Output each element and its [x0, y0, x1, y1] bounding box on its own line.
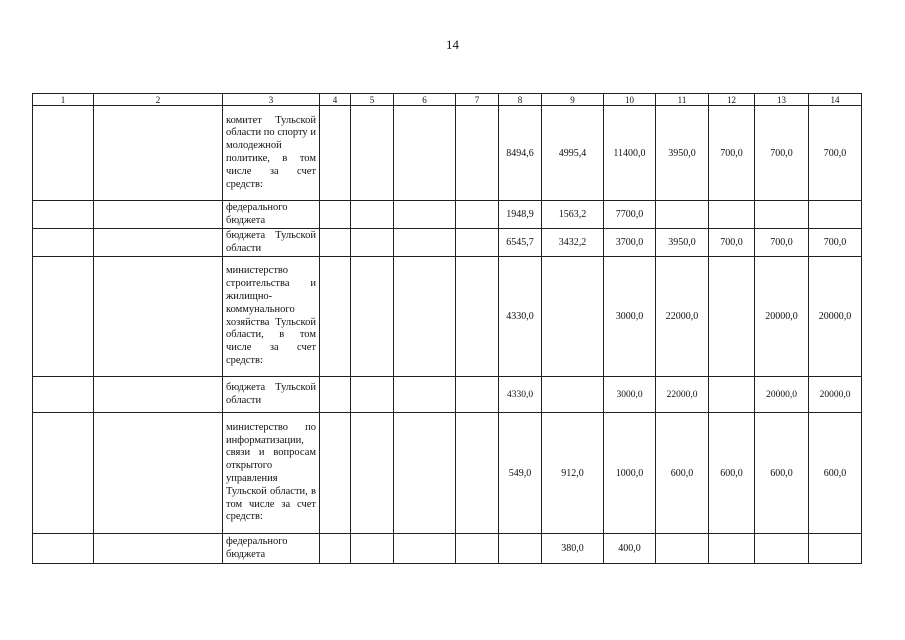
column-header: 14: [809, 94, 862, 106]
column-header: 5: [351, 94, 394, 106]
value-cell: [709, 201, 755, 229]
column-header: 13: [755, 94, 809, 106]
cell-col5: [351, 534, 394, 564]
value-cell: [542, 377, 604, 413]
cell-col5: [351, 201, 394, 229]
cell-col5: [351, 229, 394, 257]
value-cell: [755, 534, 809, 564]
table-row: [33, 257, 862, 377]
value-cell: [656, 201, 709, 229]
table-row: [33, 106, 862, 201]
cell-col6: [394, 413, 456, 534]
value-cell: 4995,4: [542, 106, 604, 201]
cell-col7: [456, 534, 499, 564]
row-name: федерального бюджета: [223, 534, 320, 564]
value-cell: [809, 534, 862, 564]
value-cell: 3000,0: [604, 257, 656, 377]
value-cell: [656, 534, 709, 564]
column-header: 12: [709, 94, 755, 106]
value-cell: [709, 534, 755, 564]
value-cell: 912,0: [542, 413, 604, 534]
column-header: 10: [604, 94, 656, 106]
value-cell: [709, 377, 755, 413]
value-cell: 22000,0: [656, 377, 709, 413]
cell-col4: [320, 106, 351, 201]
cell-col4: [320, 413, 351, 534]
budget-table: [32, 93, 862, 564]
value-cell: 700,0: [809, 229, 862, 257]
value-cell: [499, 534, 542, 564]
value-cell: [709, 257, 755, 377]
value-cell: 3700,0: [604, 229, 656, 257]
value-cell: [809, 201, 862, 229]
value-cell: 11400,0: [604, 106, 656, 201]
cell-col6: [394, 201, 456, 229]
table-row: [33, 534, 862, 564]
value-cell: 600,0: [809, 413, 862, 534]
column-header: 2: [94, 94, 223, 106]
cell-col4: [320, 229, 351, 257]
row-name: бюджета Тульской области: [223, 229, 320, 257]
value-cell: [542, 257, 604, 377]
cell-col7: [456, 106, 499, 201]
column-header: 3: [223, 94, 320, 106]
value-cell: 3950,0: [656, 106, 709, 201]
cell-col2: [94, 229, 223, 257]
value-cell: 700,0: [709, 229, 755, 257]
value-cell: 22000,0: [656, 257, 709, 377]
cell-col7: [456, 413, 499, 534]
value-cell: 3000,0: [604, 377, 656, 413]
value-cell: 1563,2: [542, 201, 604, 229]
column-header: 1: [33, 94, 94, 106]
cell-col2: [94, 201, 223, 229]
cell-col5: [351, 377, 394, 413]
table-row: [33, 377, 862, 413]
table-row: [33, 413, 862, 534]
row-name: министерство строительства и жилищно-коммунального хозяйства Тульской области, в том числе за счет средств:: [223, 257, 320, 377]
cell-col5: [351, 413, 394, 534]
value-cell: 6545,7: [499, 229, 542, 257]
cell-col2: [94, 106, 223, 201]
value-cell: [755, 201, 809, 229]
cell-col6: [394, 257, 456, 377]
value-cell: 3432,2: [542, 229, 604, 257]
cell-col1: [33, 106, 94, 201]
cell-col7: [456, 229, 499, 257]
row-name: федерального бюджета: [223, 201, 320, 229]
value-cell: 7700,0: [604, 201, 656, 229]
cell-col6: [394, 106, 456, 201]
column-header: 6: [394, 94, 456, 106]
cell-col6: [394, 377, 456, 413]
cell-col6: [394, 229, 456, 257]
value-cell: 380,0: [542, 534, 604, 564]
value-cell: 1000,0: [604, 413, 656, 534]
value-cell: 600,0: [656, 413, 709, 534]
value-cell: 20000,0: [755, 377, 809, 413]
cell-col7: [456, 257, 499, 377]
value-cell: 549,0: [499, 413, 542, 534]
value-cell: 700,0: [809, 106, 862, 201]
value-cell: 700,0: [709, 106, 755, 201]
row-name: бюджета Тульской области: [223, 377, 320, 413]
value-cell: 8494,6: [499, 106, 542, 201]
value-cell: 700,0: [755, 229, 809, 257]
cell-col2: [94, 257, 223, 377]
cell-col5: [351, 257, 394, 377]
cell-col1: [33, 377, 94, 413]
column-header: 11: [656, 94, 709, 106]
value-cell: 600,0: [755, 413, 809, 534]
value-cell: 20000,0: [809, 377, 862, 413]
cell-col1: [33, 201, 94, 229]
value-cell: 600,0: [709, 413, 755, 534]
cell-col4: [320, 377, 351, 413]
cell-col4: [320, 534, 351, 564]
cell-col1: [33, 257, 94, 377]
value-cell: 400,0: [604, 534, 656, 564]
cell-col7: [456, 377, 499, 413]
row-name: комитет Тульской области по спорту и молодежной политике, в том числе за счет средств:: [223, 106, 320, 201]
value-cell: 20000,0: [755, 257, 809, 377]
cell-col7: [456, 201, 499, 229]
value-cell: 4330,0: [499, 377, 542, 413]
column-header: 7: [456, 94, 499, 106]
cell-col2: [94, 534, 223, 564]
cell-col6: [394, 534, 456, 564]
value-cell: 700,0: [755, 106, 809, 201]
value-cell: 4330,0: [499, 257, 542, 377]
page-number: 14: [446, 37, 459, 52]
cell-col2: [94, 377, 223, 413]
cell-col2: [94, 413, 223, 534]
column-header: 8: [499, 94, 542, 106]
column-number-row: [33, 94, 862, 106]
cell-col1: [33, 229, 94, 257]
value-cell: 3950,0: [656, 229, 709, 257]
row-name: министерство по информатизации, связи и вопросам открытого управления Тульской области, в том числе за счет средств:: [223, 413, 320, 534]
column-header: 4: [320, 94, 351, 106]
cell-col1: [33, 413, 94, 534]
column-header: 9: [542, 94, 604, 106]
table-row: [33, 201, 862, 229]
cell-col5: [351, 106, 394, 201]
value-cell: 1948,9: [499, 201, 542, 229]
cell-col1: [33, 534, 94, 564]
cell-col4: [320, 257, 351, 377]
table-row: [33, 229, 862, 257]
value-cell: 20000,0: [809, 257, 862, 377]
cell-col4: [320, 201, 351, 229]
